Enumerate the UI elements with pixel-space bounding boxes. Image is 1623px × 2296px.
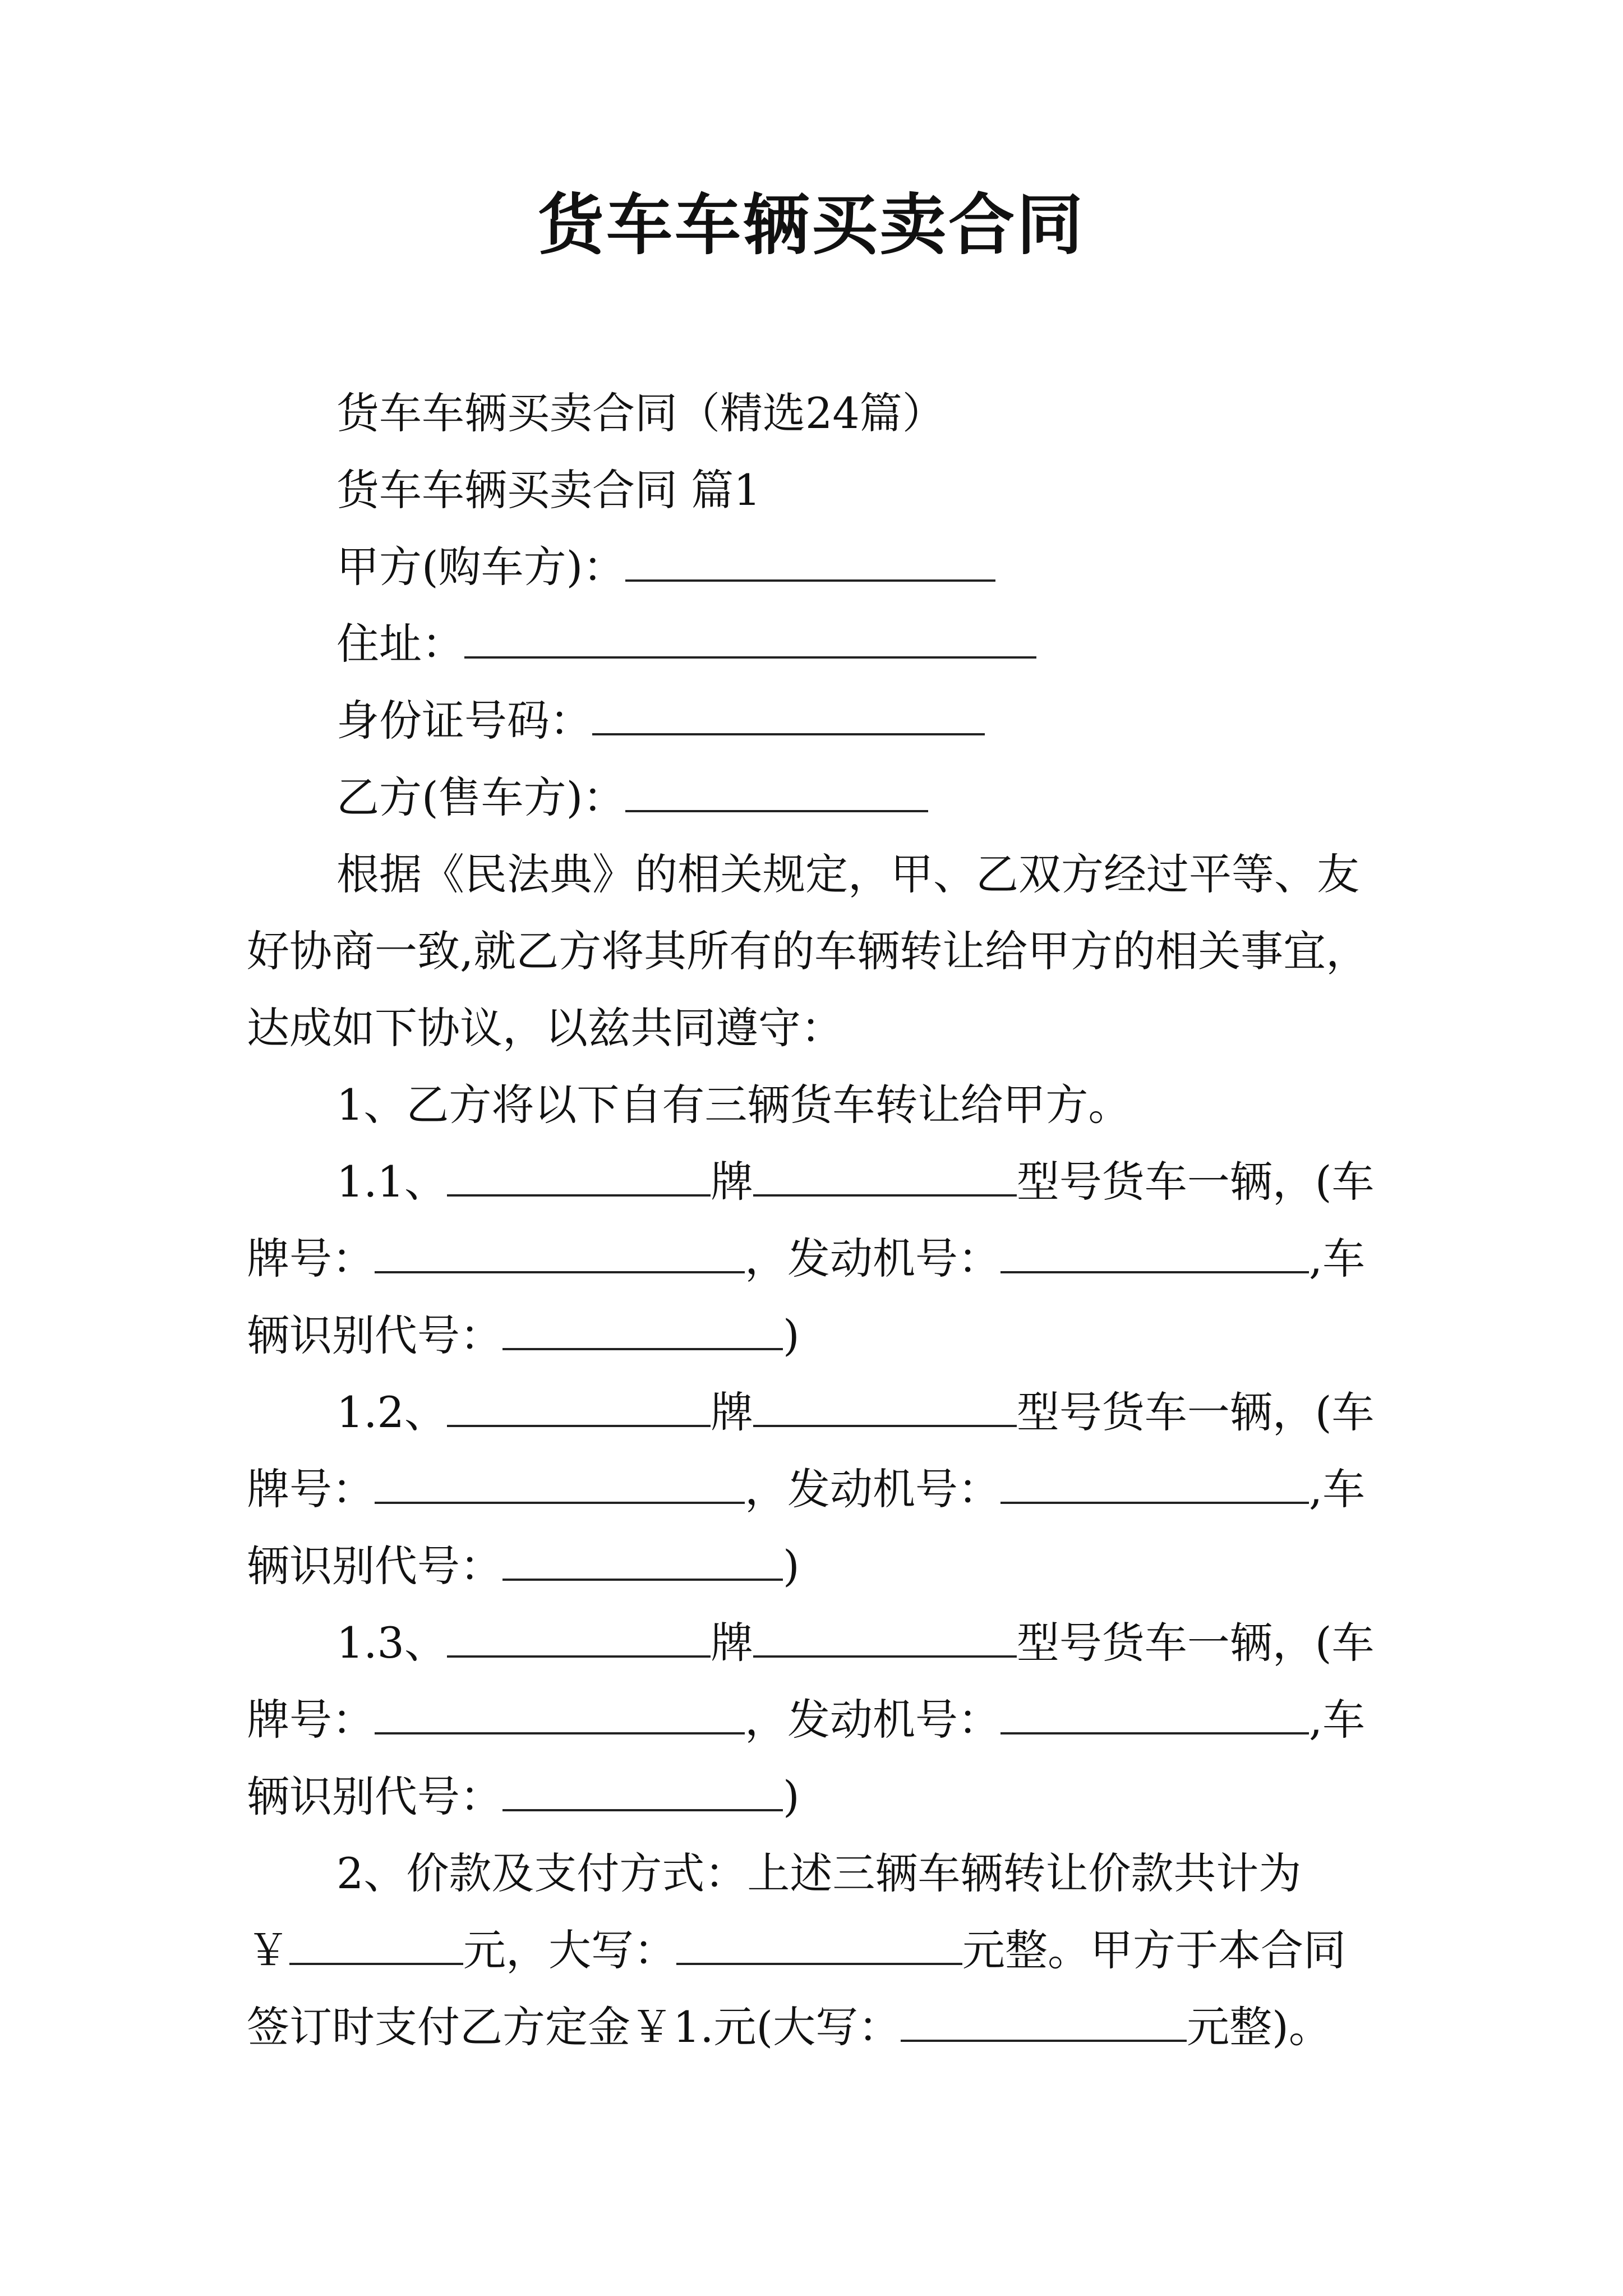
model-blank	[753, 1159, 1017, 1197]
price-words-blank	[676, 1928, 962, 1965]
model-label: 型号货车一辆，(车	[1016, 1157, 1375, 1207]
plate-blank	[375, 1467, 745, 1504]
address-label: 住址：	[336, 619, 464, 669]
brand-label: 牌	[710, 1387, 753, 1437]
plate-label: 牌号：	[247, 1464, 375, 1514]
party-a-line	[247, 528, 1385, 605]
item-line-1	[247, 1374, 1385, 1451]
deposit-words-blank	[901, 2005, 1187, 2042]
vin-blank	[502, 1774, 783, 1811]
vin-prefix: ,车	[1309, 1234, 1366, 1283]
price-tail: 元整。甲方于本合同	[962, 1925, 1346, 1975]
engine-blank	[1000, 1697, 1309, 1734]
vin-label: 辆识别代号：	[247, 1772, 502, 1821]
brand-label: 牌	[710, 1618, 753, 1668]
brand-blank	[447, 1621, 711, 1658]
party-b-label: 乙方(售车方)：	[336, 772, 626, 822]
price-unit-label: 元，大写：	[463, 1925, 676, 1975]
deposit-label: 签订时支付乙方定金￥1.元(大写：	[247, 2002, 901, 2052]
engine-label: ，发动机号：	[745, 1695, 1000, 1745]
engine-label: ，发动机号：	[745, 1234, 1000, 1283]
item-line-3	[247, 1527, 1385, 1604]
id-blank	[592, 698, 985, 735]
id-label: 身份证号码：	[336, 696, 592, 746]
plate-blank	[375, 1236, 745, 1273]
item-line-3	[247, 1297, 1385, 1374]
model-label: 型号货车一辆，(车	[1016, 1618, 1375, 1668]
close-paren: )	[783, 1772, 800, 1821]
item-line-1	[247, 1143, 1385, 1220]
close-paren: )	[783, 1310, 800, 1360]
intro-line-3: 达成如下协议，以兹共同遵守：	[247, 1003, 843, 1053]
deposit-tail: 元整)。	[1187, 2002, 1331, 2052]
model-blank	[753, 1390, 1017, 1427]
clause-2-line-3	[247, 1989, 1385, 2065]
intro-line-1: 根据《民法典》的相关规定，甲、乙双方经过平等、友	[336, 849, 1359, 899]
party-b-blank	[625, 775, 928, 812]
vin-blank	[502, 1313, 783, 1350]
brand-blank	[447, 1159, 711, 1197]
item-line-3	[247, 1758, 1385, 1835]
document-title: 货车车辆买卖合同	[537, 186, 1085, 264]
item-line-2	[247, 1681, 1385, 1758]
party-b-line	[247, 759, 1385, 836]
engine-label: ，发动机号：	[745, 1464, 1000, 1514]
clause-2-line-1: 2、价款及支付方式：上述三辆车辆转让价款共计为	[336, 1848, 1302, 1898]
clause-2-line-2	[247, 1912, 1385, 1989]
item-number: 1.3、	[336, 1618, 447, 1668]
item-number: 1.1、	[336, 1157, 447, 1207]
model-label: 型号货车一辆，(车	[1016, 1387, 1375, 1437]
intro-line-2: 好协商一致,就乙方将其所有的车辆转让给甲方的相关事宜，	[247, 926, 1369, 976]
engine-blank	[1000, 1236, 1309, 1273]
id-line	[247, 682, 1385, 759]
yen-sign: ￥	[247, 1925, 289, 1975]
plate-label: 牌号：	[247, 1234, 375, 1283]
brand-label: 牌	[710, 1157, 753, 1207]
vin-prefix: ,车	[1309, 1464, 1366, 1514]
item-number: 1.2、	[336, 1387, 447, 1437]
subtitle: 货车车辆买卖合同（精选24篇）	[336, 388, 945, 438]
model-blank	[753, 1621, 1017, 1658]
section-heading: 货车车辆买卖合同 篇1	[336, 465, 761, 515]
close-paren: )	[783, 1541, 800, 1591]
address-line	[247, 605, 1385, 682]
clause-1: 1、乙方将以下自有三辆货车转让给甲方。	[336, 1080, 1131, 1130]
vin-prefix: ,车	[1309, 1695, 1366, 1745]
document-body	[247, 375, 1385, 2065]
plate-label: 牌号：	[247, 1695, 375, 1745]
item-line-2	[247, 1451, 1385, 1527]
party-a-blank	[625, 545, 995, 582]
vin-label: 辆识别代号：	[247, 1310, 502, 1360]
price-blank	[289, 1928, 463, 1965]
party-a-label: 甲方(购车方)：	[336, 542, 626, 592]
vin-label: 辆识别代号：	[247, 1541, 502, 1591]
engine-blank	[1000, 1467, 1309, 1504]
plate-blank	[375, 1697, 745, 1734]
vin-blank	[502, 1544, 783, 1581]
brand-blank	[447, 1390, 711, 1427]
item-line-1	[247, 1604, 1385, 1681]
address-blank	[464, 622, 1036, 659]
item-line-2	[247, 1220, 1385, 1297]
